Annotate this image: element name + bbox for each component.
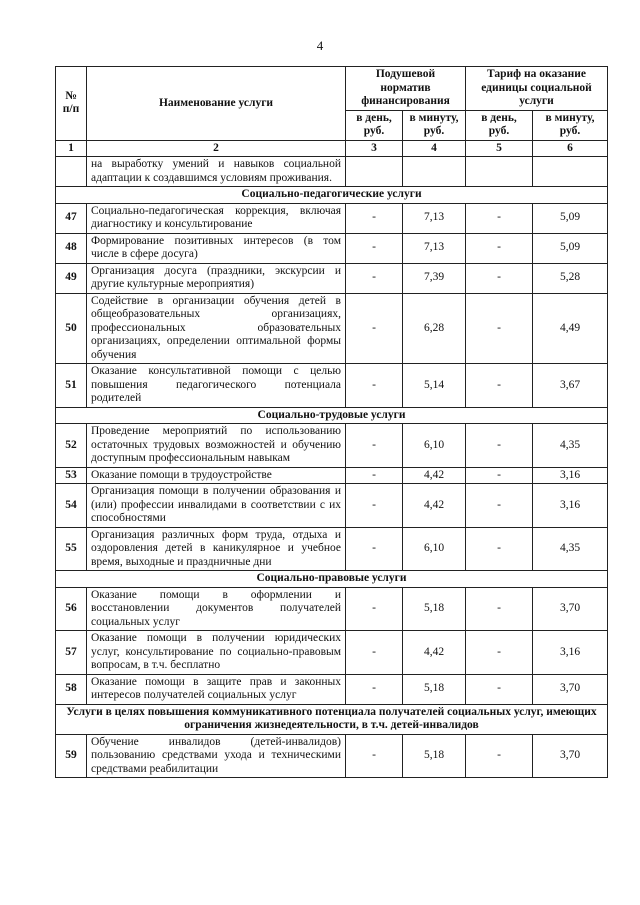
tariff-per-day: - (466, 424, 533, 468)
row-number: 53 (56, 467, 87, 484)
header-number: № п/п (56, 67, 87, 141)
table-row (56, 484, 608, 528)
norm-per-minute: 7,13 (403, 233, 466, 263)
row-number: 49 (56, 263, 87, 293)
service-name: Оказание помощи в оформлении и восстановлении документов получателей социальных услуг (87, 587, 346, 631)
table-row (56, 467, 608, 484)
norm-per-minute: 5,18 (403, 734, 466, 778)
row-number: 52 (56, 424, 87, 468)
norm-per-minute: 4,42 (403, 484, 466, 528)
norm-per-day: - (346, 293, 403, 364)
service-name: Организация различных форм труда, отдыха и оздоровления детей в каникулярное и учебное время, выходные и праздничные дни (87, 527, 346, 571)
norm-per-day: - (346, 364, 403, 408)
tariff-per-minute: 5,09 (533, 203, 608, 233)
tariff-per-minute: 3,16 (533, 467, 608, 484)
table-row (56, 233, 608, 263)
row-number: 56 (56, 587, 87, 631)
tariff-per-day: - (466, 364, 533, 408)
tariff-per-minute: 3,67 (533, 364, 608, 408)
tariff-per-minute: 5,09 (533, 233, 608, 263)
tariff-per-day: - (466, 674, 533, 704)
norm-per-day: - (346, 203, 403, 233)
row-number: 54 (56, 484, 87, 528)
tariff-per-day: - (466, 587, 533, 631)
tariff-per-day: - (466, 734, 533, 778)
continuation-row (56, 157, 608, 187)
table-row (56, 734, 608, 778)
norm-per-minute: 4,42 (403, 467, 466, 484)
table-row (56, 587, 608, 631)
row-number: 57 (56, 631, 87, 675)
table-row (56, 674, 608, 704)
header-norm-per-day: в день, руб. (346, 110, 403, 140)
header-service-name: Наименование услуги (87, 67, 346, 141)
service-name: Оказание консультативной помощи с целью повышения педагогического потенциала родителей (87, 364, 346, 408)
table-row (56, 424, 608, 468)
norm-per-day: - (346, 263, 403, 293)
column-number: 6 (533, 140, 608, 157)
norm-per-minute: 5,18 (403, 587, 466, 631)
table-row (56, 263, 608, 293)
section-header (56, 407, 608, 424)
service-name: Социально-педагогическая коррекция, включая диагностику и консультирование (87, 203, 346, 233)
norm-per-day: - (346, 424, 403, 468)
column-number: 3 (346, 140, 403, 157)
norm-per-minute: 6,10 (403, 424, 466, 468)
column-number: 4 (403, 140, 466, 157)
header-tariff-per-day: в день, руб. (466, 110, 533, 140)
column-number-row (56, 140, 608, 157)
norm-per-minute: 4,42 (403, 631, 466, 675)
row-number: 50 (56, 293, 87, 364)
header-norm-per-minute: в минуту, руб. (403, 110, 466, 140)
section-title: Услуги в целях повышения коммуникативного потенциала получателей социальных услуг, имеющих ограничения жизнедеятельности, в т.ч. детей-инвалидов (56, 704, 608, 734)
norm-per-minute: 6,28 (403, 293, 466, 364)
norm-per-minute: 7,13 (403, 203, 466, 233)
service-name: Оказание помощи в трудоустройстве (87, 467, 346, 484)
table-row (56, 631, 608, 675)
header-norm-group: Подушевой норматив финансирования (346, 67, 466, 111)
norm-per-day: - (346, 484, 403, 528)
tariff-per-minute: 3,16 (533, 631, 608, 675)
row-number: 59 (56, 734, 87, 778)
tariff-per-day: - (466, 203, 533, 233)
tariff-per-minute: 3,70 (533, 734, 608, 778)
column-number: 1 (56, 140, 87, 157)
tariff-per-minute: 4,35 (533, 527, 608, 571)
row-number: 48 (56, 233, 87, 263)
tariff-per-day: - (466, 263, 533, 293)
header-tariff-group: Тариф на оказание единицы социальной услуги (466, 67, 608, 111)
service-name: Формирование позитивных интересов (в том числе в сфере досуга) (87, 233, 346, 263)
tariff-per-day: - (466, 467, 533, 484)
tariff-per-day: - (466, 484, 533, 528)
tariff-per-minute: 5,28 (533, 263, 608, 293)
tariff-per-day: - (466, 631, 533, 675)
section-title: Социально-трудовые услуги (56, 407, 608, 424)
norm-per-day: - (346, 734, 403, 778)
tariff-per-day: - (466, 293, 533, 364)
section-header (56, 571, 608, 588)
norm-per-minute: 7,39 (403, 263, 466, 293)
service-name: Оказание помощи в получении юридических услуг, консультирование по социально-правовым вопросам, в т.ч. бесплатно (87, 631, 346, 675)
service-name: Оказание помощи в защите прав и законных интересов получателей социальных услуг (87, 674, 346, 704)
tariff-per-day: - (466, 233, 533, 263)
row-number: 51 (56, 364, 87, 408)
service-name: Обучение инвалидов (детей-инвалидов) пользованию средствами ухода и техническими средствами реабилитации (87, 734, 346, 778)
section-title: Социально-правовые услуги (56, 571, 608, 588)
tariff-per-minute: 4,35 (533, 424, 608, 468)
norm-per-day: - (346, 587, 403, 631)
norm-per-day: - (346, 467, 403, 484)
norm-per-minute: 5,14 (403, 364, 466, 408)
section-title: Социально-педагогические услуги (56, 187, 608, 204)
header-tariff-per-minute: в минуту, руб. (533, 110, 608, 140)
row-number: 55 (56, 527, 87, 571)
service-name: Содействие в организации обучения детей в общеобразовательных организациях, профессиональных образовательных организациях, определении оптимальной формы обучения (87, 293, 346, 364)
tariff-per-minute: 3,16 (533, 484, 608, 528)
continuation-text: на выработку умений и навыков социальной адаптации к создавшимся условиям проживания. (87, 157, 346, 187)
norm-per-day: - (346, 674, 403, 704)
norm-per-day: - (346, 631, 403, 675)
tariff-per-minute: 4,49 (533, 293, 608, 364)
table-row (56, 527, 608, 571)
service-name: Проведение мероприятий по использованию остаточных трудовых возможностей и обучению доступным профессиональным навыкам (87, 424, 346, 468)
tariff-per-minute: 3,70 (533, 587, 608, 631)
column-number: 2 (87, 140, 346, 157)
column-number: 5 (466, 140, 533, 157)
section-header (56, 187, 608, 204)
row-number: 47 (56, 203, 87, 233)
norm-per-minute: 6,10 (403, 527, 466, 571)
norm-per-day: - (346, 233, 403, 263)
section-header (56, 704, 608, 734)
services-table (55, 66, 608, 778)
table-row (56, 293, 608, 364)
row-number: 58 (56, 674, 87, 704)
service-name: Организация досуга (праздники, экскурсии и другие культурные мероприятия) (87, 263, 346, 293)
page-number: 4 (316, 38, 324, 53)
service-name: Организация помощи в получении образования и (или) профессии инвалидами в соответствии с их способностями (87, 484, 346, 528)
table-row (56, 364, 608, 408)
tariff-per-minute: 3,70 (533, 674, 608, 704)
table-row (56, 203, 608, 233)
norm-per-day: - (346, 527, 403, 571)
tariff-per-day: - (466, 527, 533, 571)
norm-per-minute: 5,18 (403, 674, 466, 704)
